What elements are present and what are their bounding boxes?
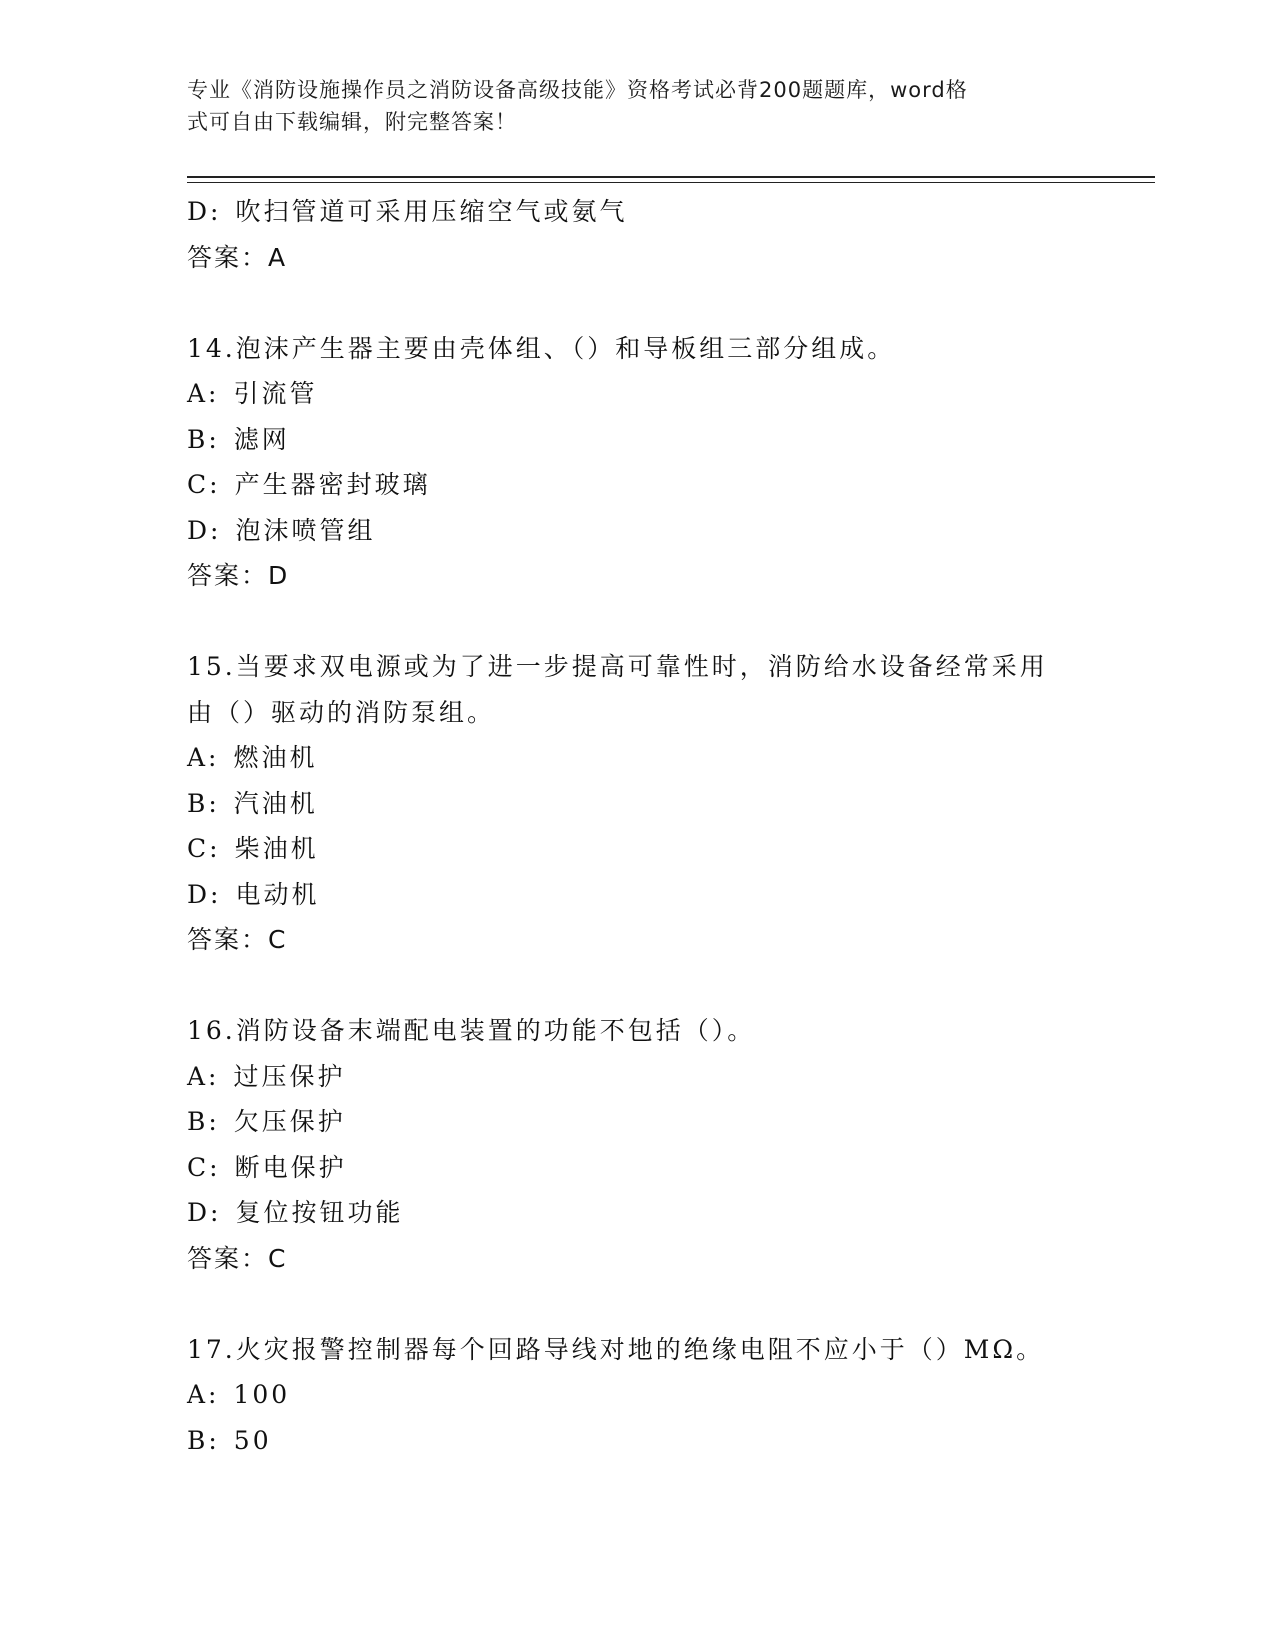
answer: 答案：C [187, 1243, 288, 1273]
header-line-1: 专业《消防设施操作员之消防设备高级技能》资格考试必背200题题库，word格 [187, 78, 968, 102]
spacer [187, 963, 1087, 1009]
spacer [187, 280, 1087, 326]
question-14-stem: 14.泡沫产生器主要由壳体组、（）和导板组三部分组成。 [187, 333, 896, 363]
option-b: B: 欠压保护 [187, 1107, 346, 1136]
option-a: A: 引流管 [187, 379, 318, 408]
option-d: D: 泡沫喷管组 [187, 515, 376, 545]
option-b: B: 滤网 [187, 424, 290, 454]
option-c: C: 产生器密封玻璃 [187, 470, 431, 499]
document-header [187, 74, 1067, 138]
header-line-2: 式可自由下载编辑，附完整答案！ [187, 110, 517, 134]
header-divider-thick [187, 176, 1155, 178]
question-17-stem: 17.火灾报警控制器每个回路导线对地的绝缘电阻不应小于（）MΩ。 [187, 1334, 1045, 1364]
header-divider-thin [187, 182, 1155, 183]
option-b: B: 50 [187, 1425, 272, 1455]
question-15-stem-line-1: 15.当要求双电源或为了进一步提高可靠性时，消防给水设备经常采用 [187, 652, 1048, 681]
option-c: C: 断电保护 [187, 1152, 347, 1182]
option-d: D: 复位按钮功能 [187, 1198, 404, 1227]
answer: 答案：A [187, 242, 288, 272]
option-b: B: 汽油机 [187, 788, 318, 818]
question-16-stem: 16.消防设备末端配电装置的功能不包括（）。 [187, 1016, 756, 1045]
spacer [187, 1281, 1087, 1327]
option-d: D: 吹扫管道可采用压缩空气或氨气 [187, 197, 628, 226]
question-list [187, 189, 1087, 1463]
answer: 答案：D [187, 561, 290, 590]
option-a: A: 100 [187, 1380, 291, 1409]
option-a: A: 燃油机 [187, 743, 318, 772]
option-c: C: 柴油机 [187, 834, 319, 863]
question-15-stem-line-2: 由（）驱动的消防泵组。 [187, 697, 496, 727]
spacer [187, 599, 1087, 645]
option-d: D: 电动机 [187, 879, 320, 909]
option-a: A: 过压保护 [187, 1061, 346, 1091]
answer: 答案：C [187, 925, 288, 954]
